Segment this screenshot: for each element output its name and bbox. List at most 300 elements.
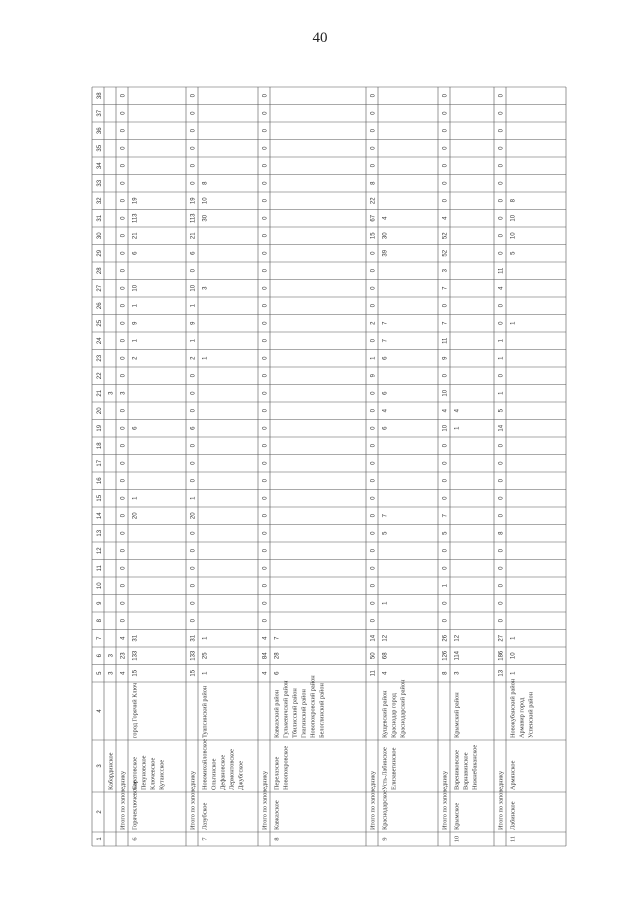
cell-value: 0 (190, 461, 197, 465)
cell-value: 7 (442, 514, 449, 518)
column-number: 20 (97, 407, 103, 415)
cell-value: 20 (190, 512, 197, 520)
column-number: 28 (97, 267, 103, 275)
column-number: 24 (97, 337, 103, 345)
cell-text: Итого по заповеднику (497, 770, 505, 830)
cell-value: 1 (510, 636, 517, 640)
cell-text: Итого по заповеднику (189, 770, 197, 830)
column-number: 36 (97, 127, 103, 135)
cell-text: Успенский район (527, 691, 535, 738)
column-number: 34 (97, 162, 103, 170)
cell-value: 0 (120, 216, 127, 220)
cell-value: 12 (454, 634, 461, 642)
cell-value: 0 (262, 601, 269, 605)
cell-text: 7 (201, 837, 209, 841)
cell-text: Горячеключевское (131, 780, 139, 830)
cell-text: Кабардинское (107, 752, 115, 790)
cell-value: 5 (510, 251, 517, 255)
cell-text: Новомихайловское (201, 738, 209, 790)
cell-value: 0 (442, 461, 449, 465)
cell-text: Итого по заповеднику (119, 770, 127, 830)
cell-value: 0 (442, 479, 449, 483)
cell-value: 5 (498, 409, 505, 413)
cell-value: 28 (274, 652, 281, 660)
cell-value: 10 (442, 389, 449, 397)
column-number: 4 (97, 709, 103, 713)
cell-text: 8 (273, 837, 281, 841)
cell-value: 1 (190, 339, 197, 343)
cell-value: 4 (382, 216, 389, 220)
cell-value: 9 (132, 321, 139, 325)
cell-value: 0 (190, 531, 197, 535)
cell-value: 1 (510, 671, 517, 675)
cell-value: 68 (382, 652, 389, 660)
cell-value: 4 (120, 636, 127, 640)
cell-text: Крымский район (453, 692, 461, 738)
cell-value: 52 (442, 249, 449, 257)
cell-value: 0 (262, 531, 269, 535)
column-number: 10 (97, 582, 103, 590)
cell-value: 0 (370, 566, 377, 570)
cell-value: 8 (442, 671, 449, 675)
cell-value: 0 (498, 496, 505, 500)
cell-text: Новокубанский район (509, 678, 517, 738)
cell-value: 0 (370, 426, 377, 430)
column-number: 11 (97, 565, 103, 572)
column-number: 5 (97, 671, 103, 675)
cell-value: 0 (370, 94, 377, 98)
cell-text: Лазубское (201, 802, 209, 830)
cell-value: 0 (498, 146, 505, 150)
column-number: 29 (97, 249, 103, 257)
cell-value: 4 (442, 216, 449, 220)
cell-text: Тбилисский район (291, 688, 299, 738)
cell-value: 0 (498, 514, 505, 518)
cell-text: Итого по заповеднику (369, 770, 377, 830)
cell-value: 0 (262, 426, 269, 430)
cell-value: 0 (190, 181, 197, 185)
cell-value: 4 (442, 409, 449, 413)
cell-value: 0 (120, 444, 127, 448)
cell-text: Варениковское (453, 749, 461, 790)
cell-value: 0 (120, 321, 127, 325)
column-number: 25 (97, 319, 103, 327)
column-number: 7 (97, 636, 103, 640)
cell-value: 0 (120, 374, 127, 378)
cell-text: Ольгинское (210, 758, 218, 790)
cell-value: 0 (370, 164, 377, 168)
cell-text: Джубгское (237, 760, 245, 790)
cell-value: 0 (370, 514, 377, 518)
cell-value: 15 (190, 669, 197, 677)
cell-value: 30 (382, 232, 389, 240)
column-number: 1 (97, 837, 103, 841)
cell-value: 21 (132, 232, 139, 240)
cell-value: 114 (454, 650, 461, 661)
cell-text: Нижнебаканское (471, 744, 479, 790)
cell-value: 0 (190, 566, 197, 570)
cell-value: 1 (190, 304, 197, 308)
cell-value: 0 (262, 339, 269, 343)
cell-value: 8 (370, 181, 377, 185)
cell-value: 7 (382, 321, 389, 325)
cell-value: 0 (498, 601, 505, 605)
cell-value: 0 (262, 111, 269, 115)
cell-value: 0 (370, 619, 377, 623)
cell-value: 0 (190, 584, 197, 588)
cell-text: 11 (509, 835, 517, 843)
cell-value: 0 (120, 164, 127, 168)
cell-value: 3 (120, 391, 127, 395)
cell-value: 0 (442, 566, 449, 570)
cell-text: Гулькевичский район (282, 680, 290, 738)
cell-value: 7 (382, 339, 389, 343)
cell-value: 1 (370, 356, 377, 360)
cell-value: 0 (262, 269, 269, 273)
cell-value: 27 (498, 634, 505, 642)
cell-value: 3 (202, 286, 209, 290)
cell-value: 0 (262, 286, 269, 290)
cell-value: 0 (498, 479, 505, 483)
cell-value: 0 (498, 444, 505, 448)
cell-text: Варнавинское (462, 752, 470, 790)
cell-value: 9 (190, 321, 197, 325)
cell-value: 0 (262, 234, 269, 238)
cell-value: 4 (498, 286, 505, 290)
cell-value: 0 (120, 479, 127, 483)
cell-value: 0 (498, 234, 505, 238)
cell-value: 0 (442, 94, 449, 98)
cell-value: 0 (370, 146, 377, 150)
cell-value: 0 (262, 461, 269, 465)
cell-value: 4 (262, 671, 269, 675)
cell-text: Новопокровское (282, 745, 290, 790)
cell-value: 0 (498, 321, 505, 325)
cell-value: 0 (190, 129, 197, 133)
cell-value: 10 (510, 232, 517, 240)
cell-value: 15 (370, 232, 377, 240)
column-number: 30 (97, 232, 103, 240)
cell-value: 4 (120, 671, 127, 675)
cell-value: 0 (442, 111, 449, 115)
cell-value: 0 (442, 164, 449, 168)
cell-text: город Горячий Ключ (131, 682, 139, 738)
cell-value: 0 (498, 181, 505, 185)
cell-value: 10 (202, 197, 209, 205)
cell-value: 4 (382, 671, 389, 675)
cell-text: Туапсинский район (201, 685, 209, 738)
cell-value: 21 (190, 232, 197, 240)
cell-value: 0 (262, 181, 269, 185)
cell-value: 0 (190, 619, 197, 623)
column-number: 27 (97, 284, 103, 292)
cell-value: 0 (370, 444, 377, 448)
cell-value: 0 (442, 619, 449, 623)
cell-value: 0 (370, 111, 377, 115)
cell-value: 0 (190, 94, 197, 98)
cell-value: 0 (120, 514, 127, 518)
cell-value: 6 (190, 426, 197, 430)
cell-value: 1 (190, 496, 197, 500)
column-number: 33 (97, 179, 103, 187)
cell-value: 0 (442, 374, 449, 378)
cell-value: 0 (120, 619, 127, 623)
cell-value: 126 (442, 650, 449, 661)
cell-value: 0 (120, 356, 127, 360)
column-number: 32 (97, 197, 103, 205)
cell-value: 1 (202, 671, 209, 675)
cell-value: 9 (370, 374, 377, 378)
cell-value: 0 (120, 234, 127, 238)
cell-value: 0 (498, 549, 505, 553)
column-number: 22 (97, 372, 103, 380)
cell-value: 0 (370, 129, 377, 133)
cell-value: 0 (498, 461, 505, 465)
cell-text: 9 (381, 837, 389, 841)
cell-value: 0 (498, 111, 505, 115)
cell-value: 1 (382, 601, 389, 605)
cell-value: 0 (262, 374, 269, 378)
cell-value: 0 (262, 584, 269, 588)
cell-value: 0 (190, 549, 197, 553)
cell-value: 8 (510, 199, 517, 203)
cell-value: 0 (498, 129, 505, 133)
column-number: 19 (97, 424, 103, 432)
column-number: 21 (97, 389, 103, 397)
cell-value: 0 (262, 146, 269, 150)
cell-value: 0 (120, 584, 127, 588)
cell-text: Армавир город (518, 697, 526, 738)
cell-text: Саратовское (131, 756, 139, 790)
cell-value: 84 (262, 652, 269, 660)
cell-text: Ключевское (149, 757, 157, 790)
cell-value: 0 (498, 94, 505, 98)
cell-text: Кутаисское (158, 759, 166, 790)
cell-value: 11 (370, 670, 377, 677)
cell-value: 0 (262, 94, 269, 98)
cell-value: 0 (120, 426, 127, 430)
cell-value: 0 (498, 584, 505, 588)
cell-value: 0 (262, 514, 269, 518)
cell-value: 0 (442, 129, 449, 133)
cell-text: Перелазское (273, 756, 281, 790)
cell-value: 10 (510, 652, 517, 660)
cell-value: 0 (370, 251, 377, 255)
cell-value: 14 (370, 634, 377, 642)
cell-value: 0 (262, 304, 269, 308)
cell-value: 0 (442, 181, 449, 185)
cell-text: Пекуновское (140, 755, 148, 790)
cell-value: 0 (262, 479, 269, 483)
cell-value: 3 (442, 269, 449, 273)
cell-value: 0 (262, 199, 269, 203)
cell-value: 3 (108, 391, 115, 395)
cell-value: 11 (442, 337, 449, 344)
cell-text: 6 (131, 837, 139, 841)
cell-value: 19 (132, 197, 139, 205)
cell-value: 0 (442, 549, 449, 553)
cell-text: 10 (453, 835, 461, 843)
cell-value: 0 (370, 409, 377, 413)
column-number: 12 (97, 547, 103, 555)
cell-value: 6 (382, 426, 389, 430)
cell-value: 20 (132, 512, 139, 520)
cell-value: 2 (190, 356, 197, 360)
cell-value: 10 (190, 284, 197, 292)
column-number: 14 (97, 512, 103, 520)
cell-value: 39 (382, 249, 389, 257)
cell-value: 0 (120, 339, 127, 343)
cell-value: 0 (262, 444, 269, 448)
cell-value: 6 (382, 356, 389, 360)
cell-value: 0 (120, 566, 127, 570)
cell-value: 22 (370, 197, 377, 205)
column-number: 17 (97, 459, 103, 467)
column-number: 13 (97, 529, 103, 537)
cell-value: 0 (120, 269, 127, 273)
cell-value: 0 (120, 94, 127, 98)
cell-value: 0 (262, 391, 269, 395)
cell-value: 0 (498, 304, 505, 308)
cell-value: 0 (262, 619, 269, 623)
cell-value: 1 (442, 584, 449, 588)
cell-value: 2 (370, 321, 377, 325)
cell-text: Новопокровский район (309, 675, 317, 738)
cell-value: 0 (498, 251, 505, 255)
column-number: 6 (97, 654, 103, 658)
cell-value: 3 (108, 654, 115, 658)
cell-value: 0 (442, 304, 449, 308)
cell-value: 7 (382, 514, 389, 518)
cell-value: 0 (190, 269, 197, 273)
cell-value: 133 (190, 650, 197, 661)
cell-value: 8 (498, 531, 505, 535)
cell-value: 113 (190, 213, 197, 224)
cell-value: 0 (370, 304, 377, 308)
cell-text: Крымское (453, 802, 461, 830)
cell-value: 12 (382, 634, 389, 642)
cell-value: 0 (120, 146, 127, 150)
cell-value: 0 (190, 111, 197, 115)
cell-value: 10 (132, 284, 139, 292)
cell-value: 0 (120, 111, 127, 115)
cell-text: Елизаветинское (390, 747, 398, 790)
cell-value: 50 (370, 652, 377, 660)
cell-value: 8 (202, 181, 209, 185)
cell-text: Лабинское (509, 801, 517, 830)
cell-value: 0 (262, 566, 269, 570)
cell-value: 3 (454, 671, 461, 675)
cell-text: Кавказское (273, 800, 281, 830)
cell-value: 0 (370, 286, 377, 290)
column-number: 9 (97, 601, 103, 605)
cell-value: 0 (370, 339, 377, 343)
cell-value: 7 (442, 321, 449, 325)
cell-text: Усть-Лабинское (381, 747, 389, 790)
cell-value: 6 (132, 426, 139, 430)
cell-value: 13 (498, 669, 505, 677)
cell-value: 1 (498, 356, 505, 360)
cell-value: 0 (262, 164, 269, 168)
cell-value: 0 (370, 531, 377, 535)
cell-value: 1 (498, 391, 505, 395)
cell-value: 0 (370, 584, 377, 588)
cell-value: 7 (442, 286, 449, 290)
column-number: 16 (97, 477, 103, 485)
cell-value: 0 (190, 444, 197, 448)
column-number: 3 (97, 764, 103, 768)
cell-value: 0 (120, 601, 127, 605)
column-number: 37 (97, 109, 103, 117)
cell-value: 0 (498, 216, 505, 220)
column-number: 18 (97, 442, 103, 450)
cell-value: 0 (498, 374, 505, 378)
cell-value: 0 (498, 164, 505, 168)
cell-value: 4 (262, 636, 269, 640)
rotated-table (90, 70, 610, 850)
cell-value: 15 (132, 669, 139, 677)
cell-value: 0 (120, 181, 127, 185)
cell-value: 0 (120, 251, 127, 255)
cell-value: 7 (274, 636, 281, 640)
cell-value: 0 (370, 479, 377, 483)
cell-value: 1 (510, 321, 517, 325)
column-number: 15 (97, 494, 103, 502)
cell-text: Итого по заповеднику (261, 770, 269, 830)
cell-value: 0 (442, 199, 449, 203)
cell-value: 0 (120, 286, 127, 290)
cell-value: 113 (132, 213, 139, 224)
cell-value: 1 (132, 339, 139, 343)
cell-value: 31 (132, 634, 139, 642)
cell-text: Лермонтовское (228, 749, 236, 790)
cell-value: 1 (132, 496, 139, 500)
cell-value: 6 (190, 251, 197, 255)
cell-value: 0 (498, 619, 505, 623)
cell-value: 30 (202, 214, 209, 222)
data-table (90, 70, 610, 850)
column-number: 2 (97, 810, 103, 814)
cell-value: 67 (370, 214, 377, 222)
cell-value: 1 (202, 636, 209, 640)
cell-value: 0 (370, 461, 377, 465)
cell-value: 31 (190, 634, 197, 642)
column-number: 38 (97, 92, 103, 100)
cell-text: Кущевский район (381, 690, 389, 738)
cell-value: 0 (190, 601, 197, 605)
cell-text: Белоглинский район (318, 683, 326, 738)
cell-value: 1 (202, 356, 209, 360)
cell-value: 0 (120, 129, 127, 133)
cell-value: 0 (370, 601, 377, 605)
cell-text: Армянское (509, 760, 517, 790)
cell-text: Дефановское (219, 754, 227, 790)
cell-text: Гиагинский район (300, 689, 308, 738)
cell-text: Итого по заповеднику (441, 770, 449, 830)
cell-value: 0 (190, 479, 197, 483)
cell-value: 1 (498, 339, 505, 343)
cell-value: 4 (454, 409, 461, 413)
cell-value: 52 (442, 232, 449, 240)
cell-value: 0 (190, 164, 197, 168)
cell-value: 14 (498, 424, 505, 432)
cell-value: 10 (510, 214, 517, 222)
cell-value: 3 (108, 671, 115, 675)
cell-value: 5 (382, 531, 389, 535)
cell-value: 0 (262, 129, 269, 133)
cell-value: 0 (120, 409, 127, 413)
cell-value: 0 (190, 409, 197, 413)
